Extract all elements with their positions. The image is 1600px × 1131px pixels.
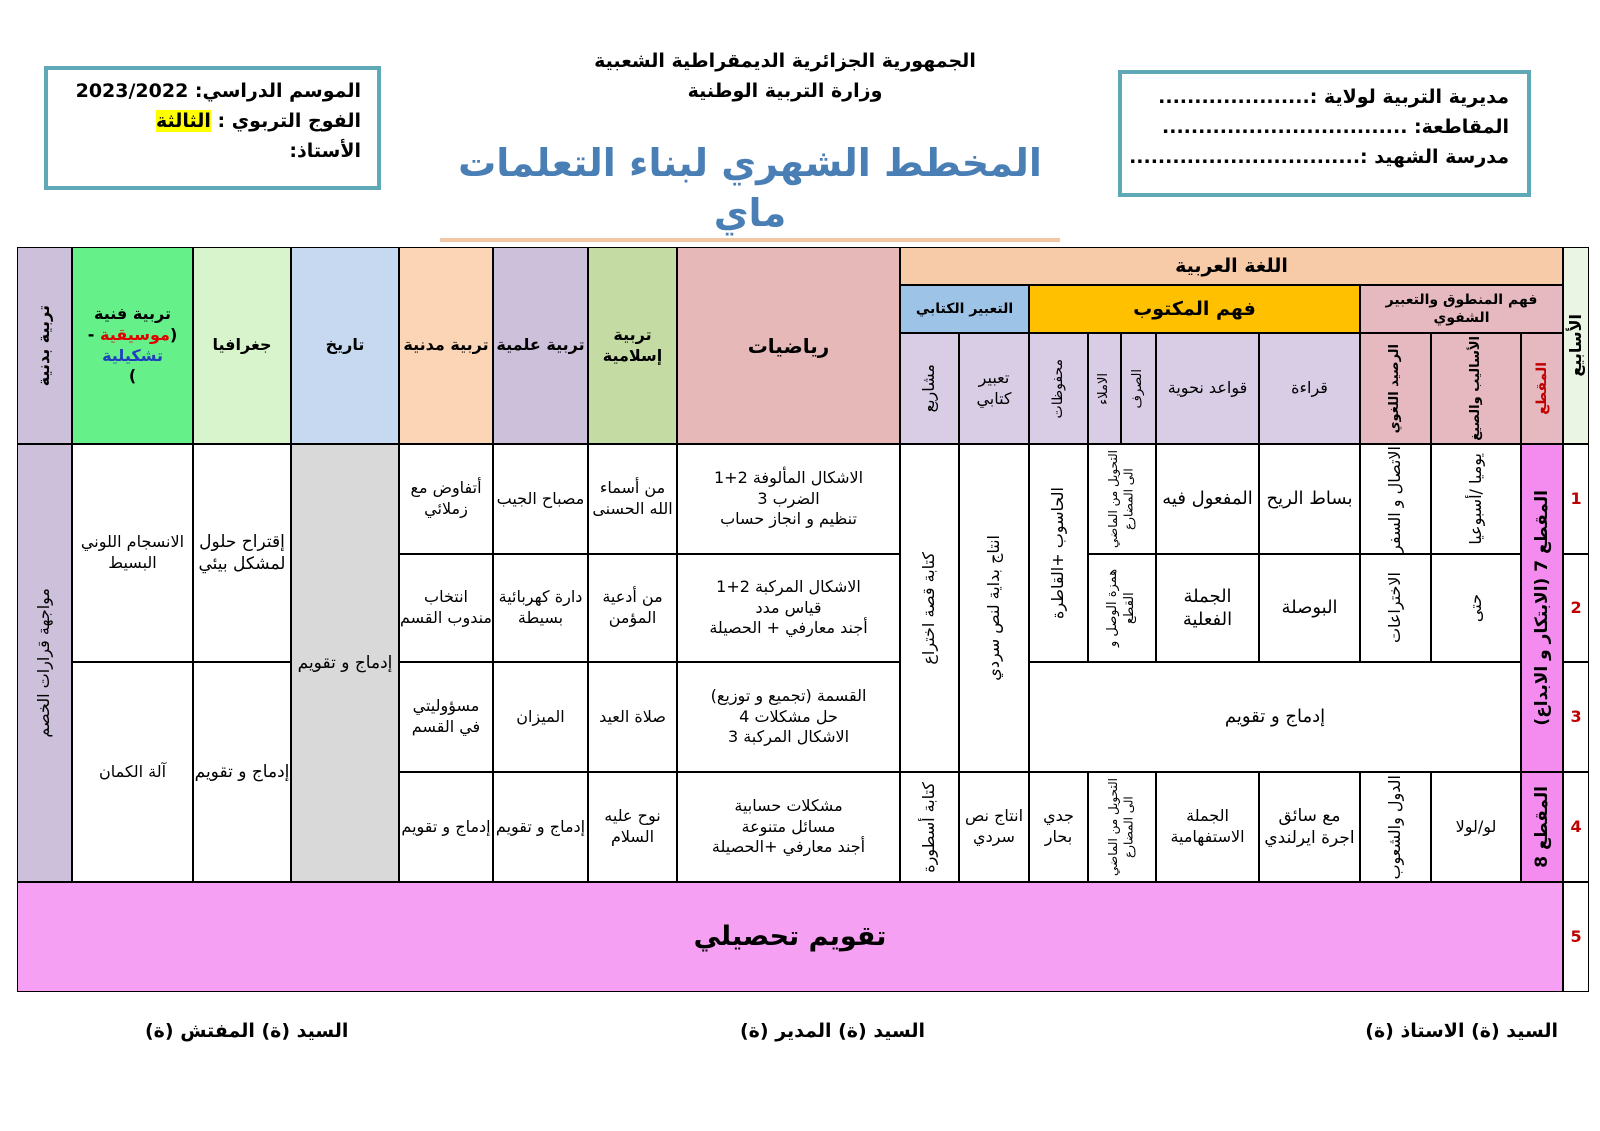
week5-assessment: تقويم تحصيلي xyxy=(17,882,1563,992)
written-expr-w123-text: انتاج بداية لنص سردي xyxy=(983,535,1003,681)
oral-header: فهم المنطوق والتعبير الشفوي xyxy=(1360,285,1563,333)
w4-lexicon xyxy=(1360,772,1431,882)
geo-w34: إدماج و تقويم xyxy=(193,662,291,882)
styles-header xyxy=(1431,333,1521,444)
projects-header xyxy=(900,333,959,444)
written-header: فهم المكتوب xyxy=(1029,285,1360,333)
w4-projects xyxy=(900,772,959,882)
w1-lexicon xyxy=(1360,444,1431,554)
weeks-header-label: الأسابيع xyxy=(1565,314,1585,377)
reading-header: قراءة xyxy=(1259,333,1360,444)
projects-header-label: مشاريع xyxy=(919,364,939,413)
geo-header: جغرافيا xyxy=(193,247,291,444)
segment-7-cell xyxy=(1521,444,1563,772)
week-number-3: 3 xyxy=(1563,662,1589,772)
memorize-header xyxy=(1029,333,1088,444)
w4-science: إدماج و تقويم xyxy=(493,772,588,882)
lexicon-header-label: الرصيد اللغوي xyxy=(1387,343,1403,434)
w4-styles: لو/لولا xyxy=(1431,772,1521,882)
geo-w12: إقتراح حلول لمشكل بيئي xyxy=(193,444,291,662)
w4-civic: إدماج و تقويم xyxy=(399,772,493,882)
weeks-header xyxy=(1563,247,1589,444)
w2-grammar: الجملة الفعلية xyxy=(1156,554,1259,662)
memorize-header-label: محفوظات xyxy=(1050,358,1067,419)
art-w34: آلة الكمان xyxy=(72,662,193,882)
w1-styles xyxy=(1431,444,1521,554)
week-number-4: 4 xyxy=(1563,772,1589,882)
history-header: تاريخ xyxy=(291,247,399,444)
w1-reading: بساط الريح xyxy=(1259,444,1360,554)
art-w12: الانسجام اللوني البسيط xyxy=(72,444,193,662)
pe-header-label: تربية بدنية xyxy=(34,304,54,387)
republic-title: الجمهورية الجزائرية الديمقراطية الشعبية xyxy=(594,50,976,72)
segment-header xyxy=(1521,333,1563,444)
styles-header-label: الأساليب والصيغ xyxy=(1467,336,1483,441)
w2-styles xyxy=(1431,554,1521,662)
w3-civic: مسؤوليتي في القسم xyxy=(399,662,493,772)
district-line: المقاطعة: .................................. xyxy=(1162,116,1509,138)
dictation-header xyxy=(1088,333,1121,444)
segment-8-label: المقطع 8 xyxy=(1531,786,1552,868)
w1-dictation xyxy=(1088,444,1156,554)
lexicon-header xyxy=(1360,333,1431,444)
ministry-title: وزارة التربية الوطنية xyxy=(687,80,883,102)
group-label: الفوج التربوي : xyxy=(210,110,361,132)
segment-7-label: المقطع 7 (الابتكار و الابداع) xyxy=(1531,490,1552,726)
season-line xyxy=(76,80,361,102)
dictation-header-label: الاملاء xyxy=(1096,372,1112,405)
pe-all-weeks xyxy=(17,444,72,882)
pe-header xyxy=(17,247,72,444)
civic-header: تربية مدنية xyxy=(399,247,493,444)
w2-civic: انتخاب مندوب القسم xyxy=(399,554,493,662)
written-expr-header: تعبير كتابي xyxy=(959,333,1029,444)
w2-science: دارة كهربائية بسيطة xyxy=(493,554,588,662)
w3-islamic: صلاة العيد xyxy=(588,662,677,772)
w1-civic: أتفاوض مع زملائي xyxy=(399,444,493,554)
w2-reading: البوصلة xyxy=(1259,554,1360,662)
w1-grammar: المفعول فيه xyxy=(1156,444,1259,554)
w4-grammar: الجملة الاستفهامية xyxy=(1156,772,1259,882)
w2-lexicon-text: الاختراعات xyxy=(1385,572,1405,644)
art-title: تربية فنية xyxy=(94,303,172,323)
segment-8-cell xyxy=(1521,772,1563,882)
projects-w123 xyxy=(900,444,959,772)
grammar-header: قواعد نحوية xyxy=(1156,333,1259,444)
season-value: 2023/2022 xyxy=(75,80,189,102)
w3-science: الميزان xyxy=(493,662,588,772)
w3-arabic-merged: إدماج و تقويم xyxy=(1029,662,1521,772)
w4-reading: مع سائق اجرة ايرلندي xyxy=(1259,772,1360,882)
w4-dictation xyxy=(1088,772,1156,882)
week-number-1: 1 xyxy=(1563,444,1589,554)
inspector-signature: السيد (ة) المفتش (ة) xyxy=(145,1020,349,1042)
w3-math: القسمة (تجميع و توزيع) حل مشكلات 4 الاشكال المركبة 3 xyxy=(677,662,900,772)
w4-projects-text: كتابة أسطورة xyxy=(919,781,939,873)
w4-lexicon-text: الدول والشعوب xyxy=(1385,774,1405,880)
science-header: تربية علمية xyxy=(493,247,588,444)
w2-islamic: من أدعية المؤمن xyxy=(588,554,677,662)
morph-header xyxy=(1121,333,1156,444)
director-signature: السيد (ة) المدير (ة) xyxy=(740,1020,926,1042)
morph-header-label: الصرف xyxy=(1130,368,1146,409)
writing-header: التعبير الكتابي xyxy=(900,285,1029,333)
written-expr-w123 xyxy=(959,444,1029,772)
group-value: الثالثة xyxy=(155,110,211,132)
w2-math: الاشكال المركبة 2+1 قياس مدد أجند معارفي + الحصيلة xyxy=(677,554,900,662)
week-number-5: 5 xyxy=(1563,882,1589,992)
segment-header-label: المقطع xyxy=(1533,362,1550,415)
w1-math: الاشكال المألوفة 2+1 الضرب 3 تنظيم و انجاز حساب xyxy=(677,444,900,554)
season-label: الموسم الدراسي: xyxy=(188,80,361,102)
art-music: موسيقية xyxy=(99,324,170,344)
school-info-box xyxy=(1118,70,1531,197)
w4-math: مشكلات حسابية مسائل متنوعة أجند معارفي +الحصيلة xyxy=(677,772,900,882)
w1-science: مصباح الجيب xyxy=(493,444,588,554)
pe-all-weeks-text: مواجهة قرارات الخصم xyxy=(34,588,54,738)
w2-styles-text: حتى xyxy=(1465,593,1485,623)
w2-lexicon xyxy=(1360,554,1431,662)
w4-dictation-text: التحويل من الماضي الى المضارع xyxy=(1106,778,1136,876)
memorize-w12 xyxy=(1029,444,1088,662)
art-plastic: تشكيلية xyxy=(102,345,163,365)
w1-lexicon-text: الاتصال و السفر xyxy=(1385,445,1405,553)
class-info-box xyxy=(44,66,381,190)
arabic-header: اللغة العربية xyxy=(900,247,1563,285)
art-header: تربية فنية (موسيقية - تشكيلية ) xyxy=(72,247,193,444)
school-line: مدرسة الشهيد :................................ xyxy=(1129,146,1509,168)
islamic-header: تربية إسلامية xyxy=(588,247,677,444)
history-all-weeks: إدماج و تقويم xyxy=(291,444,399,882)
w4-written-expr: انتاج نص سردي xyxy=(959,772,1029,882)
w2-dictation xyxy=(1088,554,1156,662)
memorize-w12-text: الحاسوب +القاطرة xyxy=(1048,487,1068,619)
w1-islamic: من أسماء الله الحسنى xyxy=(588,444,677,554)
projects-w123-text: كتابة قصة اختراع xyxy=(919,551,939,665)
w4-islamic: نوح عليه السلام xyxy=(588,772,677,882)
page-title: المخطط الشهري لبناء التعلمات ماي xyxy=(440,138,1060,242)
w1-dictation-text: التحويل من الماضي الى المضارع xyxy=(1106,450,1136,548)
group-line xyxy=(156,110,361,132)
w2-dictation-text: همزة الوصل و القطع xyxy=(1105,568,1137,648)
teacher-line: الأستاذ: xyxy=(289,140,361,162)
directorate-line: مديرية التربية لولاية :..................... xyxy=(1158,86,1509,108)
math-header: رياضيات xyxy=(677,247,900,444)
w1-styles-text: يوميا /أسبوعيا xyxy=(1465,453,1485,545)
w4-memorize: جدي بحار xyxy=(1029,772,1088,882)
teacher-signature: السيد (ة) الاستاذ (ة) xyxy=(1365,1020,1558,1042)
week-number-2: 2 xyxy=(1563,554,1589,662)
